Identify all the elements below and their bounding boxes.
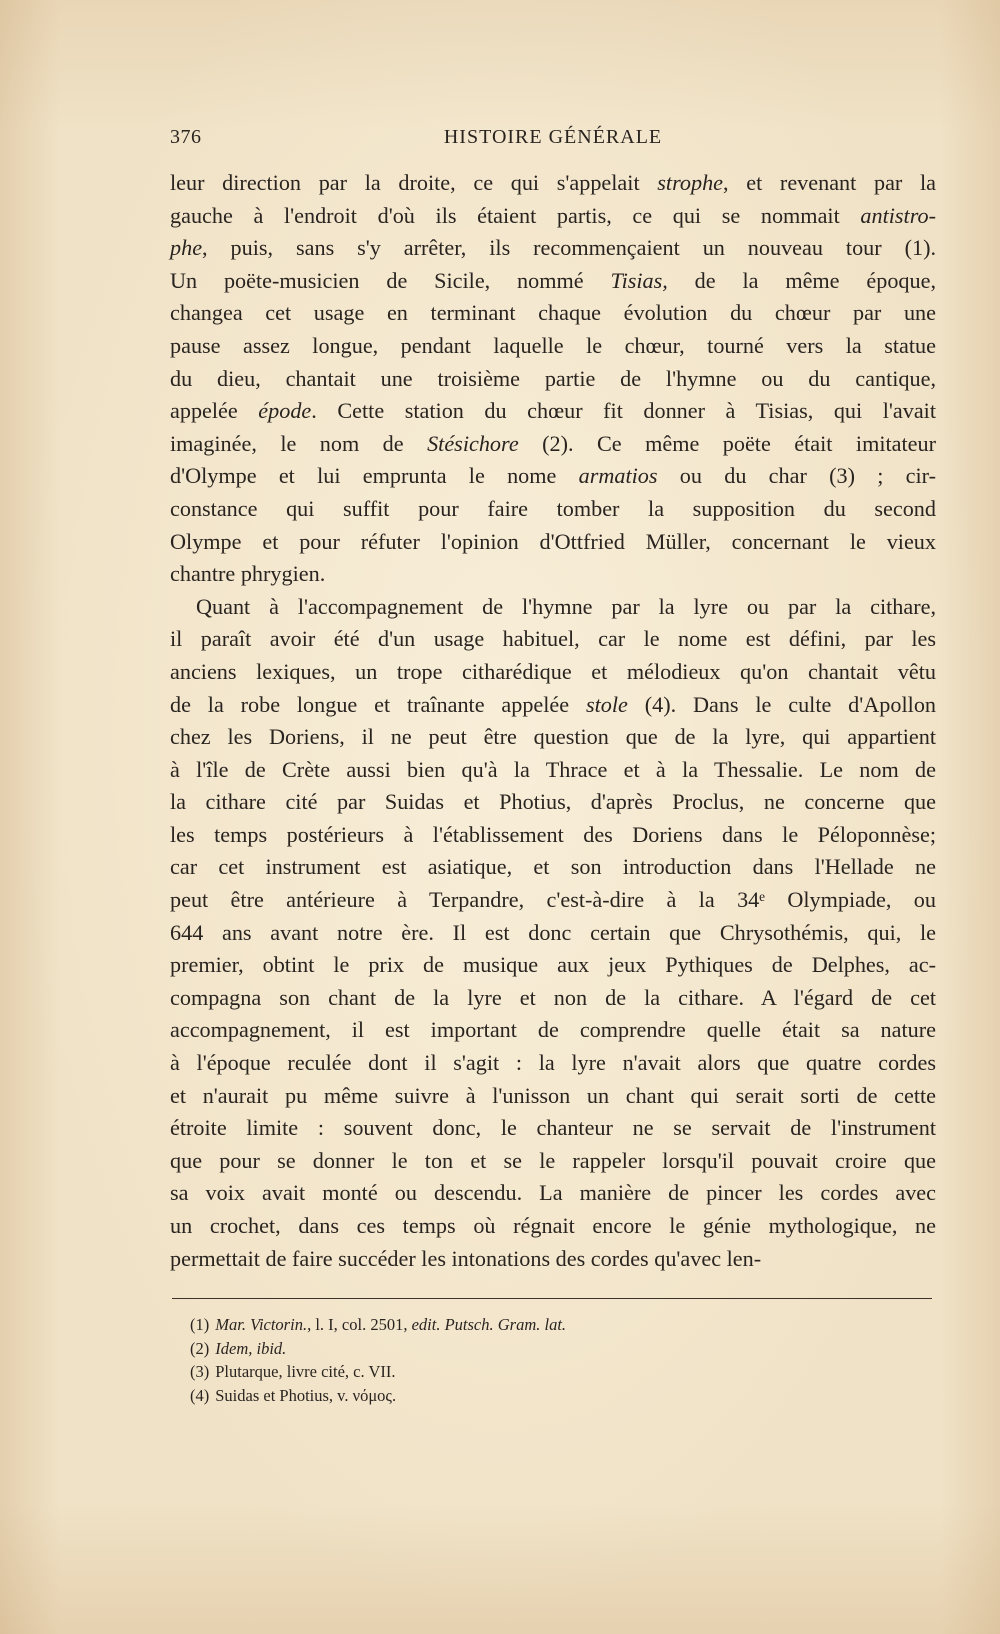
text-line (170, 591, 936, 624)
italic-term: épode (258, 398, 312, 424)
footnote-marker: (3) (190, 1362, 210, 1381)
footnote-text: Idem, ibid. (215, 1338, 287, 1358)
italic-term: phe (170, 235, 203, 261)
footnote (190, 1384, 910, 1408)
text-line (170, 1014, 936, 1047)
text-line (170, 558, 936, 591)
text-run: (4). Dans le culte d'Apollon (627, 691, 937, 717)
text-run: , puis, sans s'y arrêter, ils recommençaient un nouveau tour (1). (202, 235, 936, 261)
text-line (170, 1177, 936, 1210)
text-run: la cithare cité par Suidas et Photius, d'après Proclus, ne concerne que (170, 789, 936, 815)
text-line (170, 623, 936, 656)
text-line (170, 819, 936, 852)
text-run: pause assez longue, pendant laquelle le chœur, tourné vers la statue (170, 332, 936, 358)
text-run: de la même époque, (667, 267, 936, 293)
text-run: anciens lexiques, un trope citharédique et mélodieux qu'on chantait vêtu (170, 658, 936, 684)
text-run: Un poëte-musicien de Sicile, nommé (170, 267, 611, 293)
text-run: de la robe longue et traînante appelée (170, 691, 586, 717)
text-line (170, 689, 936, 722)
footnote (190, 1313, 910, 1337)
text-run: à l'île de Crète aussi bien qu'à la Thrace et à la Thessalie. Le nom de (170, 756, 936, 782)
footnotes (190, 1313, 910, 1407)
paragraph (170, 591, 936, 1275)
text-run: il paraît avoir été d'un usage habituel, car le nome est défini, par les (170, 626, 936, 652)
text-line (170, 330, 936, 363)
text-run: appelée (170, 398, 259, 424)
text-line (170, 363, 936, 396)
text-line (170, 1080, 936, 1113)
text-line (170, 493, 936, 526)
text-run: constance qui suffit pour faire tomber la supposition du second (170, 495, 936, 521)
text-run: compagna son chant de la lyre et non de la cithare. A l'égard de cet (170, 984, 936, 1010)
footnote-text: Mar. Victorin. (215, 1315, 308, 1334)
text-run: Quant à l'accompagnement de l'hymne par la lyre ou par la cithare, (196, 593, 936, 619)
text-line (170, 656, 936, 689)
text-run: . Cette station du chœur fit donner à Tisias, qui l'avait (311, 398, 937, 424)
text-run: leur direction par la droite, ce qui s'appelait (170, 170, 658, 195)
italic-term: armatios (578, 463, 658, 489)
text-line (170, 1047, 936, 1080)
text-run: chez les Doriens, il ne peut être question que de la lyre, qui appartient (170, 724, 936, 750)
text-run: , et revenant par la (723, 170, 936, 195)
text-run: étroite limite : souvent donc, le chanteur ne se servait de l'instrument (170, 1115, 936, 1141)
footnote-text: , l. I, col. 2501, (307, 1315, 412, 1334)
text-run: gauche à l'endroit d'où ils étaient partis, ce qui se nommait (170, 202, 861, 228)
text-run: (2). Ce même poëte était imitateur (518, 430, 937, 456)
text-line (170, 526, 936, 559)
text-run: premier, obtint le prix de musique aux jeux Pythiques de Delphes, ac- (170, 952, 936, 978)
text-run: d'Olympe et lui emprunta le nome (170, 463, 579, 489)
paragraph (170, 167, 936, 591)
text-run: sa voix avait monté ou descendu. La manière de pincer les cordes avec (170, 1180, 936, 1206)
text-line (170, 200, 936, 233)
text-line (170, 167, 936, 200)
text-line (170, 884, 936, 917)
italic-term: antistro- (860, 202, 936, 228)
text-line (170, 1210, 936, 1243)
text-line (170, 395, 936, 428)
text-run: changea cet usage en terminant chaque évolution du chœur par une (170, 300, 936, 326)
text-line (170, 297, 936, 330)
text-run: ou du char (3) ; cir- (657, 463, 936, 489)
text-run: les temps postérieurs à l'établissement des Doriens dans le Péloponnèse; (170, 821, 936, 847)
text-line (170, 754, 936, 787)
text-run: car cet instrument est asiatique, et son introduction dans l'Hellade ne (170, 854, 936, 880)
text-line (170, 232, 936, 265)
footnote-marker: (1) (190, 1315, 210, 1334)
text-run: à l'époque reculée dont il s'agit : la lyre n'avait alors que quatre cordes (170, 1050, 936, 1076)
footnote (190, 1360, 910, 1384)
text-line (170, 1243, 936, 1276)
text-line (170, 1145, 936, 1178)
footnote-text: Suidas et Photius, v. νόμος. (215, 1385, 397, 1405)
running-header (170, 126, 936, 156)
text-line (170, 786, 936, 819)
footnote-text: Plutarque, livre cité, c. VII. (215, 1362, 396, 1381)
text-run: du dieu, chantait une troisième partie de l'hymne ou du cantique, (170, 365, 936, 391)
footnote-text: edit. Putsch. Gram. lat. (411, 1315, 567, 1334)
text-line (170, 917, 936, 950)
text-run: 644 ans avant notre ère. Il est donc certain que Chrysothémis, qui, le (170, 919, 936, 945)
text-line (170, 851, 936, 884)
text-line (170, 721, 936, 754)
footnote-rule (172, 1298, 932, 1299)
footnote (190, 1337, 910, 1361)
text-run: un crochet, dans ces temps où régnait encore le génie mythologique, ne (170, 1213, 936, 1238)
page-number: 376 (170, 126, 202, 148)
text-line (170, 1112, 936, 1145)
text-run: chantre phrygien. (170, 561, 326, 587)
text-run: peut être antérieure à Terpandre, c'est-à-dire à la 34ᵉ Olympiade, ou (170, 887, 936, 913)
text-line (170, 428, 936, 461)
text-run: Olympe et pour réfuter l'opinion d'Ottfried Müller, concernant le vieux (170, 528, 936, 554)
text-run: et n'aurait pu même suivre à l'unisson un chant qui serait sorti de cette (170, 1082, 936, 1108)
text-run: que pour se donner le ton et se le rappeler lorsqu'il pouvait croire que (170, 1147, 936, 1173)
text-run: permettait de faire succéder les intonations des cordes qu'avec len- (170, 1245, 762, 1271)
text-line (170, 265, 936, 298)
text-run: imaginée, le nom de (170, 430, 428, 456)
footnote-marker: (2) (190, 1338, 210, 1358)
italic-term: strophe (657, 170, 724, 195)
italic-term: stole (585, 691, 628, 717)
text-line (170, 949, 936, 982)
italic-term: Stésichore (427, 430, 519, 456)
text-line (170, 982, 936, 1015)
footnote-marker: (4) (190, 1385, 210, 1405)
running-title: HISTOIRE GÉNÉRALE (443, 126, 663, 148)
text-run: accompagnement, il est important de comprendre quelle était sa nature (170, 1017, 936, 1043)
main-text (170, 167, 936, 1275)
text-line (170, 460, 936, 493)
italic-term: Tisias, (610, 267, 668, 293)
